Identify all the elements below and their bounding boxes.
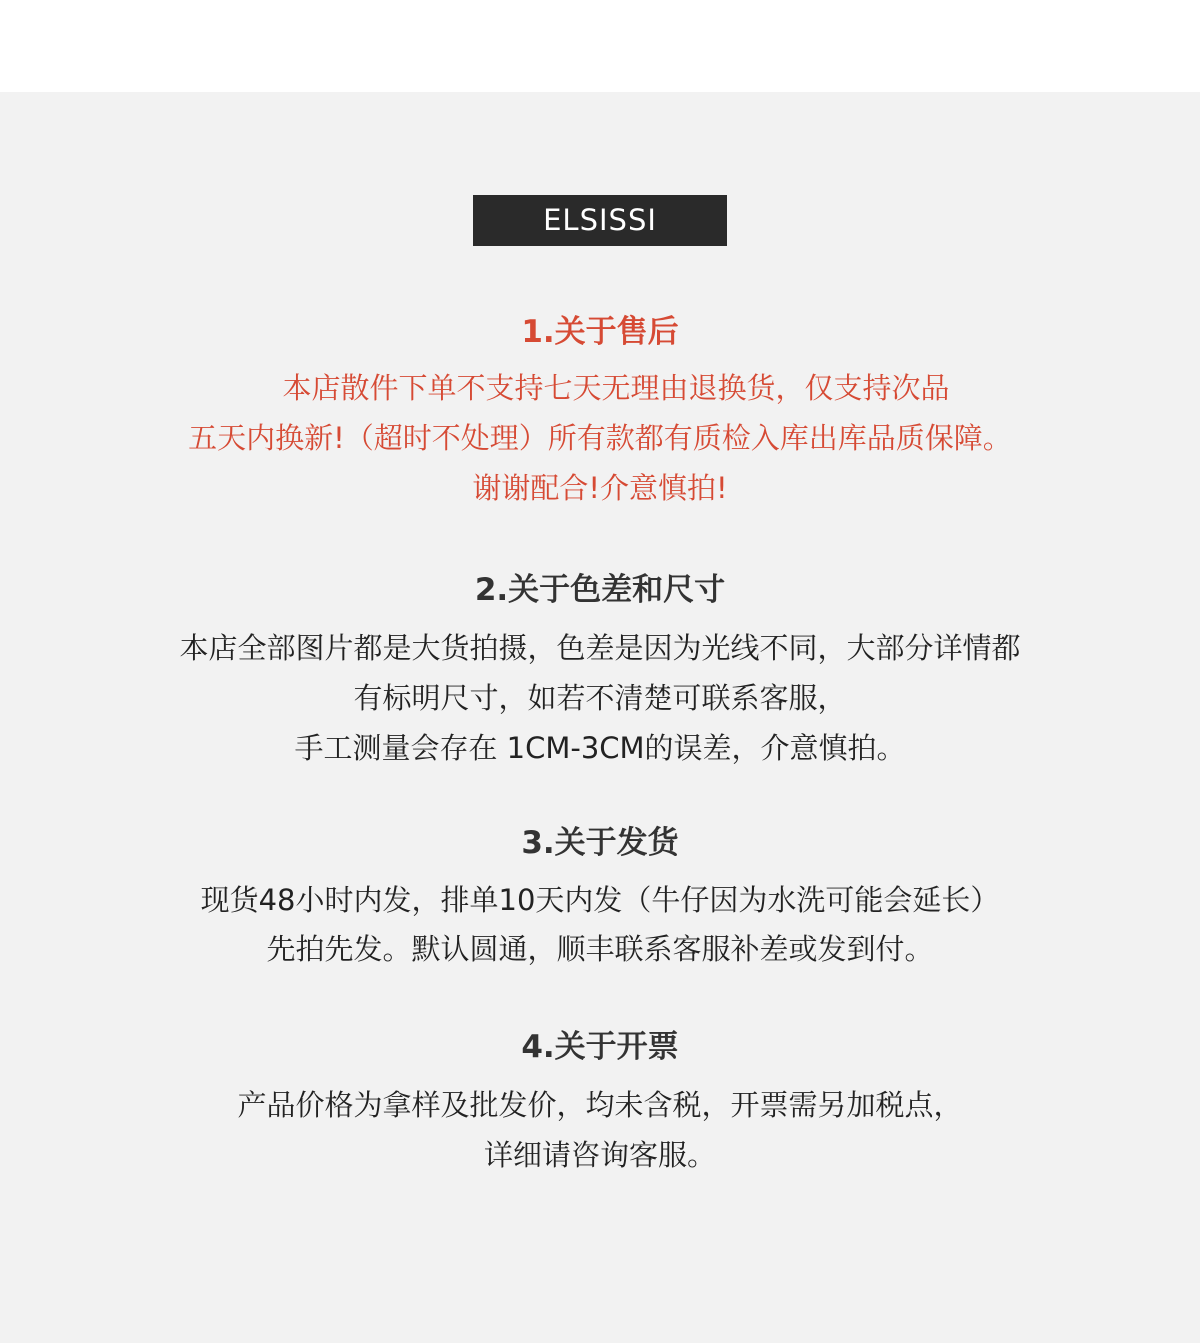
- section-4-line-1: 产品价格为拿样及批发价，均未含税，开票需另加税点，: [237, 1088, 963, 1122]
- section-2-line-3: 手工测量会存在 1CM-3CM的误差，介意慎拍。: [294, 731, 906, 765]
- section-3-heading: 3.关于发货: [521, 825, 679, 861]
- section-4-line-2: 详细请咨询客服。: [483, 1138, 716, 1172]
- section-2-heading: 2.关于色差和尺寸: [474, 572, 726, 608]
- section-3-line-2: 先拍先发。默认圆通，顺丰联系客服补差或发到付。: [266, 932, 934, 966]
- section-1-line-1: 本店散件下单不支持七天无理由退换货，仅支持次品: [282, 371, 950, 405]
- section-1-heading: 1.关于售后: [521, 314, 679, 350]
- section-4-heading: 4.关于开票: [521, 1029, 679, 1065]
- section-1-line-3: 谢谢配合!介意慎拍!: [472, 471, 728, 505]
- brand-label: ELSISSI: [473, 195, 727, 246]
- section-3-line-1: 现货48小时内发，排单10天内发（牛仔因为水洗可能会延长）: [200, 883, 1000, 917]
- top-white-strip: [0, 0, 1200, 92]
- section-2-line-2: 有标明尺寸，如若不清楚可联系客服，: [353, 681, 847, 715]
- section-1-line-2: 五天内换新!（超时不处理）所有款都有质检入库出库品质保障。: [188, 421, 1012, 455]
- section-2-line-1: 本店全部图片都是大货拍摄，色差是因为光线不同，大部分详情都: [179, 631, 1021, 665]
